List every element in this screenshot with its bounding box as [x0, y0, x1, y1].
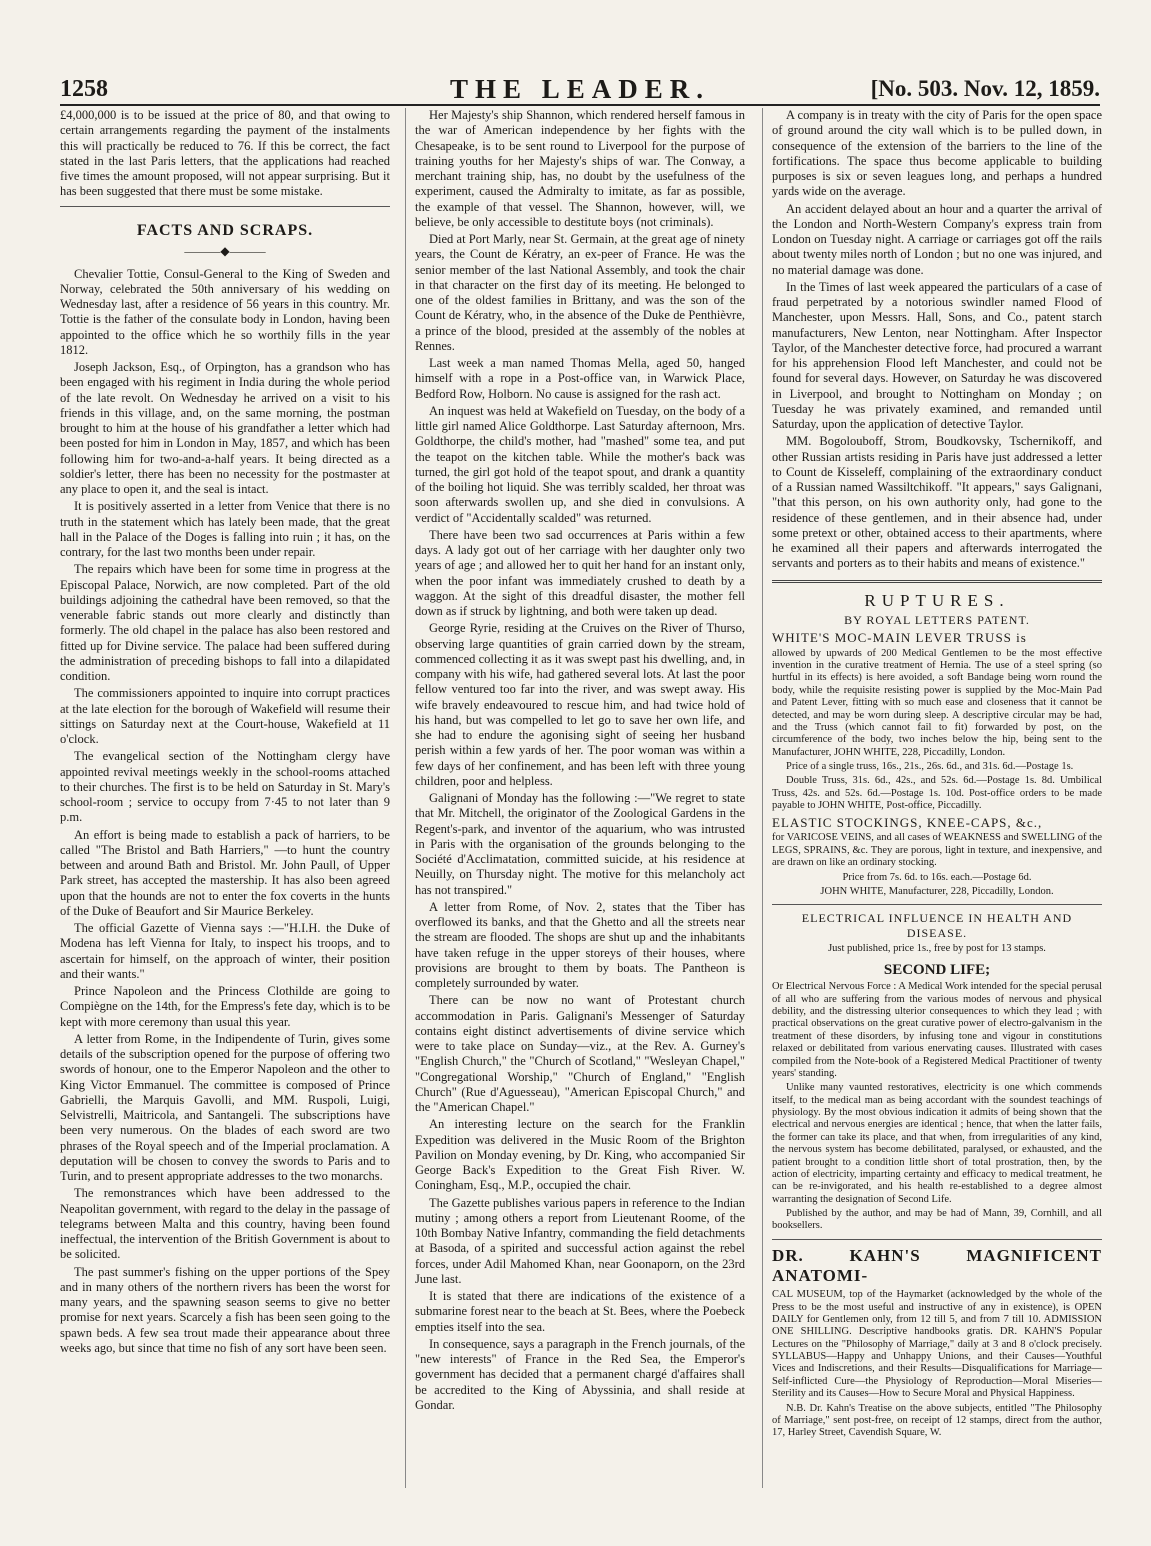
- masthead-rule: [60, 104, 1100, 106]
- paragraph: The repairs which have been for some time in progress at the Episcopal Palace, Norwich, are now completed. Part of the old buildings adjoining the cathedral have been removed, so that the venerable fabric stands out more clearly and distinctly than formerly. The old chapel in the palace has also been restored and fitted up for Divine service. The palace had been suffered during the administration of preceding bishops to fall into a dilapidated condition.: [60, 562, 390, 684]
- page-number: 1258: [60, 76, 108, 102]
- advert-title: ELASTIC STOCKINGS, KNEE-CAPS, &c.,: [772, 814, 1043, 830]
- paragraph: George Ryrie, residing at the Cruives on the River of Thurso, observing large quantities of grain carried down by the stream, commenced collecting it as it was swept past his dwelling, and, in company with his wife, had gathered several lots. At last the poor fellow ventured too far into the river, and was swept away. His wife bravely endeavoured to rescue him, and had twice hold of his hand, but was compelled to let go to save her own life, and she had to endure the agonising sight of seeing her husband perish within a few yards of her. The poor woman was within a few days of her confinement, and has been left with three young children, poor and helpless.: [415, 621, 745, 788]
- paragraph: There have been two sad occurrences at Paris within a few days. A lady got out of her carriage with her daughter only two years of age ; and allowed her to quit her hand for an instant only, when the poor infant was immediately crushed to death by a waggon. At the sight of this dreadful disaster, the mother fell down as if struck by lightning, and both were taken up dead.: [415, 527, 745, 618]
- advert-price: Price of a single truss, 16s., 21s., 26s. 6d., and 31s. 6d.—Postage 1s.: [786, 761, 1074, 773]
- paragraph: MM. Bogolouboff, Strom, Boudkovsky, Tschernikoff, and other Russian artists residing in Paris have just addressed a letter to Count de Kisseleff, complaining of the extraordinary conduct of a Russian named Wassiltchikoff. "It appears," says Galignani, "that this person, on his own authority only, had gone to the residence of these gentlemen, and in their absence had, under some pretext or other, obtained access to their apartments, where he examined all their papers and afterwards interrogated the servants and porters as to their habits and means of existence.": [772, 434, 1102, 571]
- paragraph: The past summer's fishing on the upper portions of the Spey and in many others of the northern rivers has been the worst for many years, and the spawning season seems to give no better promise for next years. Scarcely a fish has been seen going to the spawn beds. A few sea trout made their appearance about three weeks ago, but since that time no fish of any sort have been seen.: [60, 1264, 390, 1355]
- paragraph: Galignani of Monday has the following :—"We regret to state that Mr. Mitchell, the originator of the Zoological Gardens in the Regent's-park, and inventor of the aquarium, who was intrusted in Paris with the organisation of the grounds belonging to the Société d'Acclimatation, committed suicide, at his residence at Neuilly, on Thursday night. The motive for this melancholy act has not transpired.": [415, 791, 745, 897]
- advert-body: Or Electrical Nervous Force : A Medical Work intended for the special perusal of all who are suffering from the various modes of nervous and physical debility, and the distressing ulterior consequences to which they lead ; with practical observations on the great curative power of electro-galvanism in the treatment of these disorders, by infusing tone and vigour in constitutions relaxed or debilitated from various enervating causes. Illustrated with cases compiled from the Note-book of a Registered Medical Practitioner of twenty years' standing.: [772, 981, 1102, 1079]
- paragraph: Joseph Jackson, Esq., of Orpington, has a grandson who has been engaged with his regiment in India during the whole period of the late revolt. On Wednesday he arrived on a visit to his friends in this village, and, on the same morning, the postman brought to him at the house of his grandfather a letter which had been posted for him in London in May, 1857, and which has been following him for two-and-a-half years. It being directed as a soldier's letter, there has been no necessity for the postmaster at any place to open it, and the seal is intact.: [60, 360, 390, 497]
- advert-price: Double Truss, 31s. 6d., 42s., and 52s. 6d.—Postage 1s. 8d. Umbilical Truss, 42s. and 52s. 6d.—Postage 1s. 10d. Post-office orders to be made payable to JOHN WHITE, Post-office, Piccadilly.: [772, 775, 1102, 812]
- paragraph: Last week a man named Thomas Mella, aged 50, hanged himself with a rope in a Post-office van, in Warwick Place, Bedford Row, Holborn. No cause is assigned for the rash act.: [415, 356, 745, 401]
- advert-rule: [772, 1239, 1102, 1240]
- paragraph: In consequence, says a paragraph in the French journals, of the "new interests" of France in the Red Sea, the Emperor's government has decided that a permanent chargé d'affaires shall be accredited to the King of Abyssinia, and shall reside at Gondar.: [415, 1336, 745, 1412]
- column-divider: [762, 108, 763, 1488]
- advert-product-name: WHITE'S MOC-MAIN LEVER TRUSS is: [772, 629, 1027, 645]
- paragraph: £4,000,000 is to be issued at the price of 80, and that owing to certain arrangements regarding the payment of the instalments this will practically be reduced to 76. If this be correct, the fact stated in the last Paris letters, that the applications had reached five times the amount proposed, will not appear surprising. But it has been suggested that there must be some mistake.: [60, 108, 390, 199]
- paragraph: An interesting lecture on the search for the Franklin Expedition was delivered in the Music Room of the Brighton Pavilion on Monday evening, by Dr. King, who accompanied Sir George Back's Expedition to the Great Fish River. W. Coningham, Esq., M.P., occupied the chair.: [415, 1117, 745, 1193]
- paragraph: A letter from Rome, in the Indipendente of Turin, gives some details of the subscription opened for the purpose of offering two swords of honour, one to the Emperor Napoleon and the other to King Victor Emmanuel. The committee is composed of Prince Gabrielli, the Marquis Gavolli, and MM. Ruspoli, Luigi, Selvistrelli, Maitricola, and Santangeli. The subscriptions have been very numerous. On the blades of each sword are two phrases of the Royal speech and of the Imperial proclamation. A deputation will be chosen to convey the swords to Paris and to Turin, and to present appropriate addresses to the two monarchs.: [60, 1031, 390, 1184]
- paragraph: An accident delayed about an hour and a quarter the arrival of the London and North-Western Company's express train from London on Tuesday night. A carriage or carriages got off the rails about twenty miles north of London ; but no one was injured, and no material damage was done.: [772, 201, 1102, 277]
- paragraph: An inquest was held at Wakefield on Tuesday, on the body of a little girl named Alice Goldthorpe. Last Saturday afternoon, Mrs. Goldthorpe, the child's mother, had "mashed" some tea, and put the teapot on the kitchen table. While the mother's back was turned, the girl got hold of the teapot spout, and drank a quantity of the boiling hot liquid. She was terribly scalded, her throat was soon afterwards swollen up, and she died in convulsions. A verdict of "Accidentally scalded" was returned.: [415, 403, 745, 525]
- advert-publication: Just published, price 1s., free by post for 13 stamps.: [828, 942, 1046, 954]
- paragraph: Prince Napoleon and the Princess Clothilde are going to Compiègne on the 14th, for the Empress's fete day, which is to be kept with more ceremony than usual this year.: [60, 984, 390, 1029]
- advert-subtitle: BY ROYAL LETTERS PATENT.: [844, 613, 1030, 628]
- advert-body: for VARICOSE VEINS, and all cases of WEAKNESS and SWELLING of the LEGS, SPRAINS, &c. They are porous, light in texture, and inexpensive, and are drawn on like an ordinary stocking.: [772, 832, 1102, 869]
- paragraph: Died at Port Marly, near St. Germain, at the great age of ninety years, the Count de Kératry, an ex-peer of France. He was the senior member of the last National Assembly, and took the chair in that character on the first day of its meeting. He belonged to one of the oldest families in Brittany, and was the son of the Count de Kératry, who, in the absence of the Duke de Penthièvre, a prince of the blood, presided at the assembly of the nobles at Rennes.: [415, 232, 745, 353]
- paragraph: A letter from Rome, of Nov. 2, states that the Tiber has overflowed its banks, and that the Ghetto and all the streets near the stream are flooded. The shops are shut up and the inhabitants have taken refuge in the upper storeys of their houses, where provisions are brought to them by boats. The Pantheon is completely surrounded by water.: [415, 899, 745, 990]
- masthead: [60, 68, 1100, 104]
- paragraph: Chevalier Tottie, Consul-General to the King of Sweden and Norway, celebrated the 50th anniversary of his wedding on Wednesday last, after a residence of 56 years in this country. Mr. Tottie is the father of the consulate body in London, having been appointed to the office which he so worthily fills in the year 1812.: [60, 266, 390, 357]
- paragraph: There can be now no want of Protestant church accommodation in Paris. Galignani's Messenger of Saturday contains eight distinct advertisements of divine service which were to take place on Sunday—viz., at the Rev. A. Gurney's "English Church," the "Church of Scotland," "Wesleyan Chapel," "Congregational Worship," "Church of England," "English Church" (Rue d'Aguesseau), "American Episcopal Church," and the "American Chapel.": [415, 993, 745, 1114]
- column-1: [60, 108, 390, 1488]
- advert-title: ELECTRICAL INFLUENCE IN HEALTH AND DISEASE.: [801, 911, 1073, 940]
- paragraph: In the Times of last week appeared the particulars of a case of fraud perpetrated by a notorious swindler named Flood of Manchester, upon Messrs. Hall, Sons, and Co., patent starch manufacturers, New Lenton, near Nottingham. After Inspector Taylor, of the Manchester detective force, had procured a warrant for his apprehension Flood left Manchester, and could not be found for several days. However, on Saturday he was discovered in Liverpool, and brought to Nottingham on Monday ; on Tuesday he was privately examined, and remanded until Saturday, upon the application of detective Taylor.: [772, 279, 1102, 431]
- advert-title: RUPTURES.: [864, 590, 1010, 610]
- paragraph: A company is in treaty with the city of Paris for the open space of ground around the city wall which is to be pulled down, in consequence of the extension of the barriers to the line of the fortifications. The space thus become applicable to building purposes is six or seven leagues long, and perhaps a hundred yards wide on the average.: [772, 108, 1102, 199]
- advert-rule: [772, 580, 1102, 583]
- advert-rule: [772, 904, 1102, 905]
- paragraph: It is positively asserted in a letter from Venice that there is no truth in the statement which has lately been made, that the great hall in the Palace of the Doges is falling into ruin ; it has, on the contrary, for the last two months been under repair.: [60, 499, 390, 560]
- column-3: [772, 108, 1102, 1488]
- paragraph: The Gazette publishes various papers in reference to the Indian mutiny ; among others a report from Lieutenant Roome, of the 10th Bombay Native Infantry, commanding the field detachments at Basoda, of a spirited and successful action against the rebel forces, under Adil Mahomed Khan, near Goonaporn, on the 23rd June last.: [415, 1195, 745, 1286]
- paragraph: It is stated that there are indications of the existence of a submarine forest near to the beach at St. Bees, where the Poebeck empties itself into the sea.: [415, 1289, 745, 1334]
- column-divider: [405, 108, 406, 1488]
- advert-heading: SECOND LIFE;: [883, 961, 991, 978]
- advert-note: N.B. Dr. Kahn's Treatise on the above subjects, entitled "The Philosophy of Marriage," sent post-free, on receipt of 12 stamps, direct from the author, 17, Harley Street, Cavendish Square, W.: [772, 1402, 1102, 1439]
- ornament-icon: ―――◆―――: [184, 244, 266, 259]
- issue-date: [No. 503. Nov. 12, 1859.: [870, 76, 1100, 101]
- paragraph: Her Majesty's ship Shannon, which rendered herself famous in the war of American independence by her fights with the Chesapeake, is to be sent round to Liverpool for the purpose of training youths for her Majesty's ships of war. The Conway, a merchant training ship, has, no doubt by the usefulness of the experiment, caused the Admiralty to imitate, as far as possible, the example of that vessel. The Shannon, however, will, we believe, be only accessible to destitute boys (not criminals).: [415, 108, 745, 229]
- advert-maker: JOHN WHITE, Manufacturer, 228, Piccadilly, London.: [820, 885, 1054, 897]
- newspaper-title: THE LEADER.: [449, 74, 711, 104]
- advert-price: Price from 7s. 6d. to 16s. each.—Postage 6d.: [842, 871, 1032, 883]
- advert-body: CAL MUSEUM, top of the Haymarket (acknowledged by the whole of the Press to be the most useful and instructive of any in existence), is OPEN DAILY for Gentlemen only, from 12 till 5, and from 7 till 10. ADMISSION ONE SHILLING. Descriptive handbooks gratis. DR. KAHN'S Popular Lectures on the "Philosophy of Marriage," daily at 3 and 8 o'clock precisely. SYLLABUS—Happy and Unhappy Unions, and their Causes—Youthful Vices and Indiscretions, and their Results—Disqualifications for Marriage—Self-inflicted Cure—the Physiology of Reproduction—Moral Miseries—Sterility and its Causes—How to Secure Moral and Physical Happiness.: [772, 1289, 1102, 1400]
- paragraph: An effort is being made to establish a pack of harriers, to be called "The Bristol and Bath Harriers," —to hunt the country between and around Bath and Bristol. Mr. John Paull, of Upper Park street, has accepted the mastership. It has also been agreed upon that the hounds are not to enter the fox coverts in the hunts of the Duke of Beaufort and Sir Maurice Berkeley.: [60, 827, 390, 918]
- column-2: [415, 108, 745, 1488]
- section-rule: [60, 206, 390, 207]
- paragraph: The evangelical section of the Nottingham clergy have appointed revival meetings weekly in the school-rooms attached to their churches. The first is to be held on Saturday in St. Mary's school-room ; service to occupy from 7·45 to not later than 9 p.m.: [60, 749, 390, 825]
- advert-body: Unlike many vaunted restoratives, electricity is one which commends itself, to the medical man as being accordant with the soundest teachings of physiology. By the most obvious indication it admits of being shown that the electrical and nervous energies are identical ; hence, that when the latter fails, the former can take its place, and that when, from irregularities of any kind, the nervous system has become debilitated, paralysed, or exhausted, and the patient brought to a condition little short of total prostration, then, by the action of electricity, imparting certainty and efficacy to medical treatment, he can be re-invigorated, and his health re-established to a degree almost warranting the designation of Second Life.: [772, 1082, 1102, 1205]
- advert-publisher: Published by the author, and may be had of Mann, 39, Cornhill, and all booksellers.: [772, 1208, 1102, 1232]
- paragraph: The official Gazette of Vienna says :—"H.I.H. the Duke of Modena has left Vienna for Italy, to inspect his troops, and to ascertain for himself, on the approach of winter, their position and their wants.": [60, 921, 390, 981]
- advert-body: allowed by upwards of 200 Medical Gentlemen to be the most effective invention in the curative treatment of Hernia. The use of a steel spring (so hurtful in its effects) is here avoided, a soft Bandage being worn round the body, while the requisite resisting power is supplied by the Moc-Main Pad and Patent Lever, fitting with so much ease and closeness that it cannot be detected, and may be worn during sleep. A descriptive circular may be had, and the Truss (which cannot fail to fit) forwarded by post, on the circumference of the body, two inches below the hip, being sent to the Manufacturer, JOHN WHITE, 228, Piccadilly, London.: [772, 647, 1102, 758]
- section-heading: FACTS AND SCRAPS.: [136, 221, 314, 239]
- advert-title: DR. KAHN'S MAGNIFICENT ANATOMI-: [772, 1245, 1102, 1286]
- paragraph: The commissioners appointed to inquire into corrupt practices at the late election for the borough of Wakefield will resume their sittings on Saturday next at the Court-house, Wakefield at 11 o'clock.: [60, 686, 390, 747]
- paragraph: The remonstrances which have been addressed to the Neapolitan government, with regard to the delay in the passage of telegrams between Malta and this country, having been found ineffectual, the intervention of the British Government is about to be solicited.: [60, 1186, 390, 1262]
